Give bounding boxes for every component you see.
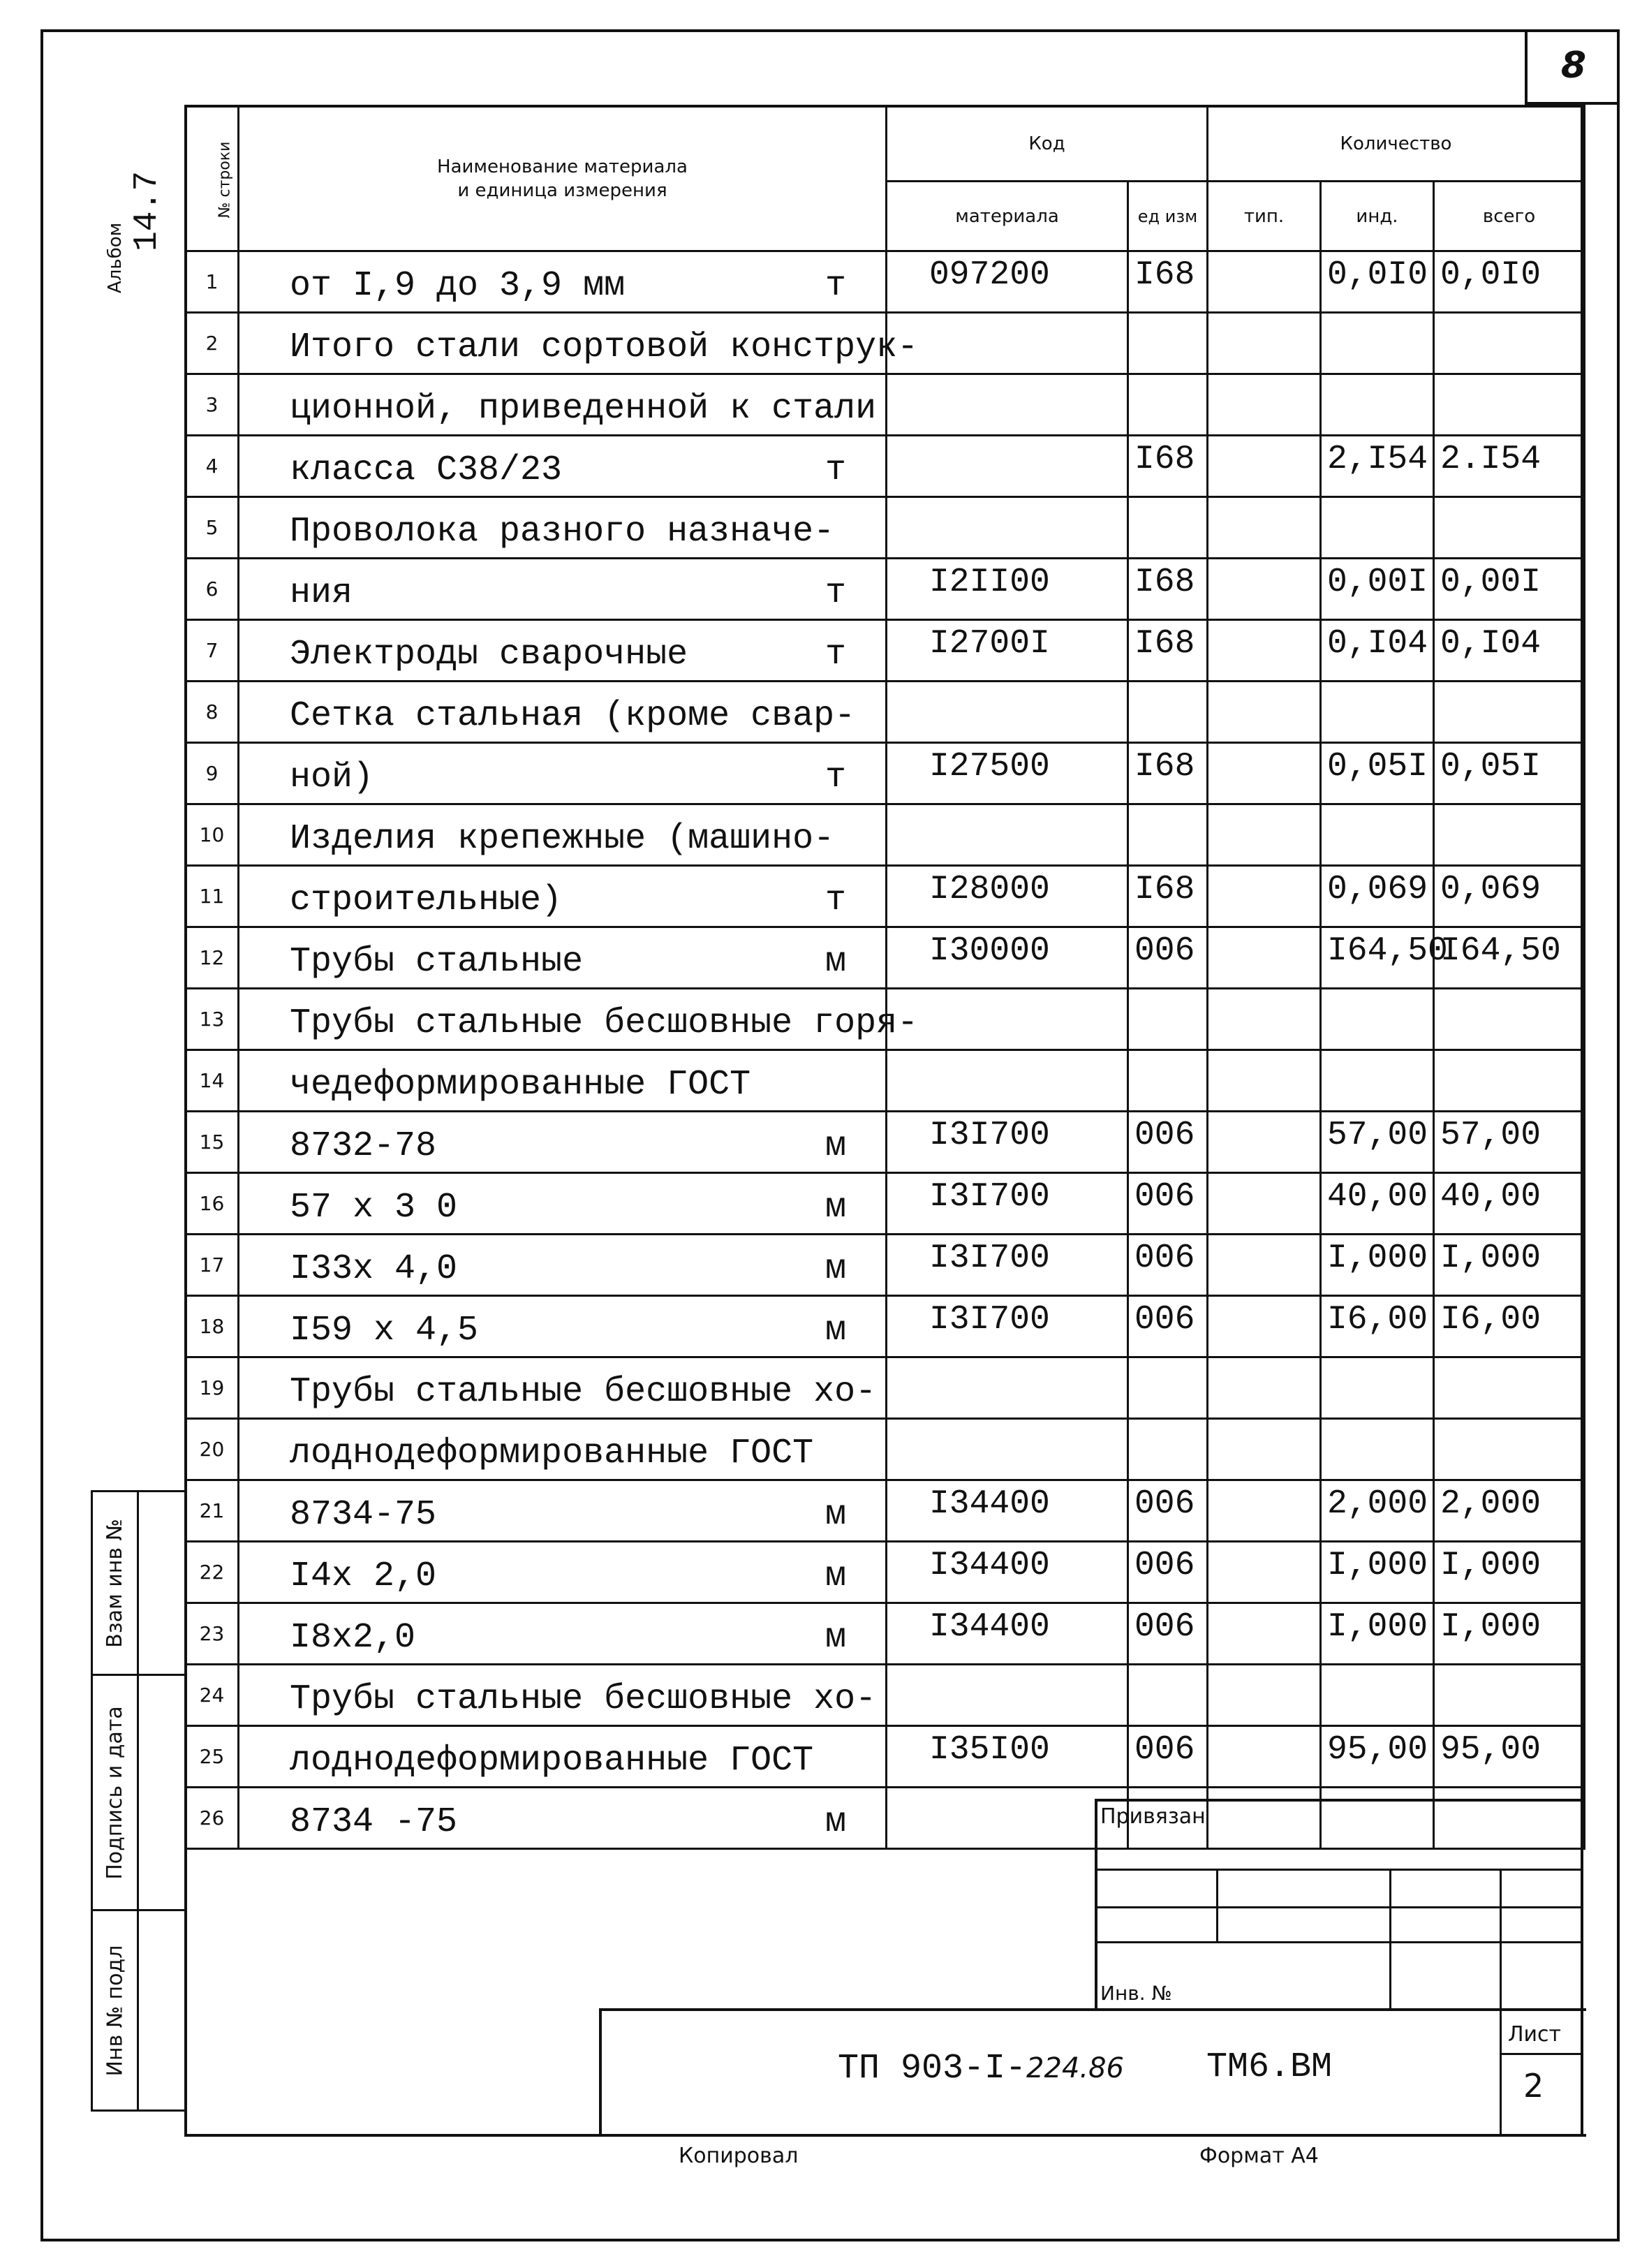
material-name: Трубы стальные bbox=[290, 942, 584, 982]
material-name-cell bbox=[239, 743, 887, 804]
material-unit: м bbox=[824, 1556, 846, 1596]
tb-vline-2 bbox=[1216, 1869, 1218, 1941]
doc-mark: ТМ6.ВМ bbox=[1206, 2047, 1333, 2087]
qty-type bbox=[1208, 804, 1321, 866]
material-name: ционной, приведенной к стали bbox=[290, 389, 877, 429]
material-name-cell bbox=[239, 1603, 887, 1665]
material-code: I3I700 bbox=[887, 1173, 1128, 1235]
privyazan-label: Привязан bbox=[1100, 1804, 1206, 1829]
qty-type bbox=[1208, 1112, 1321, 1173]
tb-hline-2 bbox=[1095, 1869, 1583, 1871]
unit-code bbox=[1128, 804, 1208, 866]
row-number: 8 bbox=[186, 682, 239, 743]
table-row bbox=[186, 1173, 1585, 1235]
qty-ind bbox=[1321, 1357, 1434, 1419]
qty-ind: 2,000 bbox=[1321, 1480, 1434, 1542]
qty-type bbox=[1208, 989, 1321, 1050]
qty-ind: I6,00 bbox=[1321, 1296, 1434, 1357]
material-unit: м bbox=[824, 1311, 846, 1350]
qty-total bbox=[1434, 1419, 1585, 1480]
row-number: 15 bbox=[186, 1112, 239, 1173]
material-name-cell bbox=[239, 1419, 887, 1480]
material-name-cell bbox=[239, 1112, 887, 1173]
material-name: Сетка стальная (кроме свар- bbox=[290, 696, 856, 736]
qty-type bbox=[1208, 313, 1321, 374]
qty-type bbox=[1208, 1542, 1321, 1603]
unit-code: 006 bbox=[1128, 1173, 1208, 1235]
material-name-cell bbox=[239, 1296, 887, 1357]
qty-ind: I,000 bbox=[1321, 1542, 1434, 1603]
material-unit: м bbox=[824, 942, 846, 982]
material-name-cell bbox=[239, 313, 919, 374]
row-number: 18 bbox=[186, 1296, 239, 1357]
material-code bbox=[887, 436, 1128, 497]
unit-code: I68 bbox=[1128, 620, 1208, 682]
sheet-mark: 8 bbox=[1525, 29, 1620, 105]
table-row bbox=[186, 682, 1585, 743]
material-name-cell bbox=[239, 804, 887, 866]
qty-total bbox=[1434, 1357, 1585, 1419]
qty-total bbox=[1434, 989, 1585, 1050]
row-number: 3 bbox=[186, 374, 239, 436]
table-row bbox=[186, 989, 1585, 1050]
table-row bbox=[186, 1603, 1585, 1665]
material-name: 57 x 3 0 bbox=[290, 1188, 458, 1228]
table-row bbox=[186, 804, 1585, 866]
sheet-number: 2 bbox=[1523, 2067, 1544, 2105]
header-code: Код bbox=[887, 106, 1208, 182]
header-name bbox=[239, 106, 887, 251]
material-code bbox=[887, 374, 1128, 436]
material-unit: м bbox=[824, 1249, 846, 1289]
material-name: Трубы стальные бесшовные хо- bbox=[290, 1372, 877, 1412]
header-row-no: № строки bbox=[186, 106, 239, 251]
material-name: лоднодеформированные ГОСТ bbox=[290, 1741, 814, 1781]
table-row bbox=[186, 1357, 1585, 1419]
row-number: 4 bbox=[186, 436, 239, 497]
material-name-cell bbox=[239, 251, 887, 313]
material-name: 8734 -75 bbox=[290, 1802, 458, 1842]
material-code: I34400 bbox=[887, 1603, 1128, 1665]
row-number: 6 bbox=[186, 559, 239, 620]
album-label bbox=[105, 112, 168, 377]
qty-type bbox=[1208, 374, 1321, 436]
material-unit: м bbox=[824, 1126, 846, 1166]
material-code bbox=[887, 1357, 1128, 1419]
row-number: 16 bbox=[186, 1173, 239, 1235]
material-name-cell bbox=[239, 1235, 887, 1296]
material-name: I8x2,0 bbox=[290, 1618, 416, 1658]
material-name-cell bbox=[239, 1726, 887, 1788]
qty-type bbox=[1208, 1296, 1321, 1357]
table-row bbox=[186, 251, 1585, 313]
album-number: 14.7 bbox=[128, 170, 166, 251]
material-code bbox=[887, 1419, 1128, 1480]
row-number: 5 bbox=[186, 497, 239, 559]
qty-ind: 40,00 bbox=[1321, 1173, 1434, 1235]
unit-code bbox=[1128, 989, 1208, 1050]
table-row bbox=[186, 1542, 1585, 1603]
qty-ind: I,000 bbox=[1321, 1603, 1434, 1665]
unit-code: I68 bbox=[1128, 559, 1208, 620]
qty-total: I,000 bbox=[1434, 1235, 1585, 1296]
material-name: ния bbox=[290, 573, 353, 613]
material-name-cell bbox=[239, 1542, 887, 1603]
row-number: 25 bbox=[186, 1726, 239, 1788]
tb-hline-main bbox=[599, 2008, 1586, 2011]
row-number: 21 bbox=[186, 1480, 239, 1542]
material-name-cell bbox=[239, 559, 887, 620]
qty-ind: 0,069 bbox=[1321, 866, 1434, 927]
qty-type bbox=[1208, 1726, 1321, 1788]
qty-ind bbox=[1321, 313, 1434, 374]
qty-type bbox=[1208, 1788, 1321, 1849]
qty-ind: 95,00 bbox=[1321, 1726, 1434, 1788]
material-name: строительные) bbox=[290, 881, 563, 920]
material-code: I34400 bbox=[887, 1542, 1128, 1603]
material-name: Трубы стальные бесшовные хо- bbox=[290, 1679, 877, 1719]
stamp-vzam: Взам инв № bbox=[91, 1490, 187, 1676]
material-name: Изделия крепежные (машино- bbox=[290, 819, 835, 859]
material-code: I34400 bbox=[887, 1480, 1128, 1542]
footer-copied: Копировал bbox=[679, 2144, 799, 2168]
tb-sheet-divider bbox=[1500, 2053, 1583, 2055]
table-row bbox=[186, 927, 1585, 989]
qty-ind: 0,00I bbox=[1321, 559, 1434, 620]
unit-code bbox=[1128, 497, 1208, 559]
material-code: I27500 bbox=[887, 743, 1128, 804]
table-row bbox=[186, 436, 1585, 497]
material-name-cell bbox=[239, 866, 887, 927]
qty-total: I64,50 bbox=[1434, 927, 1585, 989]
header-q-ind: инд. bbox=[1321, 182, 1434, 251]
table-row bbox=[186, 743, 1585, 804]
material-name: ной) bbox=[290, 758, 374, 797]
header-code-unit: ед изм bbox=[1128, 182, 1208, 251]
qty-ind: 0,0I0 bbox=[1321, 251, 1434, 313]
qty-total bbox=[1434, 1665, 1585, 1726]
material-code: I35I00 bbox=[887, 1726, 1128, 1788]
table-row bbox=[186, 559, 1585, 620]
material-unit: м bbox=[824, 1495, 846, 1535]
tb-hline-4 bbox=[1095, 1941, 1583, 1943]
row-number: 9 bbox=[186, 743, 239, 804]
material-name-cell bbox=[239, 927, 887, 989]
qty-type bbox=[1208, 1173, 1321, 1235]
qty-ind: 0,I04 bbox=[1321, 620, 1434, 682]
unit-code: I68 bbox=[1128, 436, 1208, 497]
qty-total: 2.I54 bbox=[1434, 436, 1585, 497]
qty-total: 40,00 bbox=[1434, 1173, 1585, 1235]
stamp-podpis: Подпись и дата bbox=[91, 1674, 187, 1911]
qty-total: I6,00 bbox=[1434, 1296, 1585, 1357]
qty-ind bbox=[1321, 1788, 1434, 1849]
qty-total bbox=[1434, 497, 1585, 559]
inv-no-label: Инв. № bbox=[1100, 1982, 1172, 2005]
unit-code bbox=[1128, 313, 1208, 374]
row-number: 19 bbox=[186, 1357, 239, 1419]
table-row bbox=[186, 1480, 1585, 1542]
material-unit: м bbox=[824, 1802, 846, 1842]
album-word: Альбом bbox=[105, 222, 126, 293]
row-number: 26 bbox=[186, 1788, 239, 1849]
qty-type bbox=[1208, 497, 1321, 559]
qty-type bbox=[1208, 1419, 1321, 1480]
sheet-label: Лист bbox=[1508, 2022, 1562, 2047]
doc-code-main: ТП 903-I- bbox=[838, 2049, 1027, 2089]
unit-code bbox=[1128, 1665, 1208, 1726]
unit-code bbox=[1128, 682, 1208, 743]
qty-ind: 2,I54 bbox=[1321, 436, 1434, 497]
tb-hline-3 bbox=[1095, 1906, 1583, 1908]
material-code bbox=[887, 989, 1128, 1050]
qty-type bbox=[1208, 559, 1321, 620]
qty-total: I,000 bbox=[1434, 1603, 1585, 1665]
material-code bbox=[887, 1665, 1128, 1726]
qty-ind: 0,05I bbox=[1321, 743, 1434, 804]
material-name-cell bbox=[239, 436, 887, 497]
material-code: I28000 bbox=[887, 866, 1128, 927]
material-name: 8732-78 bbox=[290, 1126, 437, 1166]
header-name-line1: Наименование материала bbox=[437, 156, 688, 177]
unit-code: 006 bbox=[1128, 1726, 1208, 1788]
doc-code-hand: 224.86 bbox=[1026, 2052, 1125, 2084]
qty-ind: 57,00 bbox=[1321, 1112, 1434, 1173]
qty-type bbox=[1208, 1357, 1321, 1419]
qty-total: 57,00 bbox=[1434, 1112, 1585, 1173]
row-number: 24 bbox=[186, 1665, 239, 1726]
row-number: 1 bbox=[186, 251, 239, 313]
material-name: Электроды сварочные bbox=[290, 635, 688, 675]
qty-type bbox=[1208, 1665, 1321, 1726]
qty-total: I,000 bbox=[1434, 1542, 1585, 1603]
material-name: класса С38/23 bbox=[290, 450, 563, 490]
qty-type bbox=[1208, 1235, 1321, 1296]
material-name-cell bbox=[239, 682, 887, 743]
table-row bbox=[186, 1788, 1585, 1849]
material-name-cell bbox=[239, 620, 887, 682]
qty-total bbox=[1434, 1788, 1585, 1849]
unit-code: I68 bbox=[1128, 251, 1208, 313]
material-name-cell bbox=[239, 497, 887, 559]
material-code bbox=[887, 804, 1128, 866]
material-name: I4x 2,0 bbox=[290, 1556, 437, 1596]
material-code: I2700I bbox=[887, 620, 1128, 682]
qty-ind bbox=[1321, 1050, 1434, 1112]
material-name-cell bbox=[239, 1788, 887, 1849]
unit-code bbox=[1128, 1357, 1208, 1419]
table-row bbox=[186, 1235, 1585, 1296]
stamp-inv-podl: Инв № подл bbox=[91, 1909, 187, 2112]
qty-ind bbox=[1321, 1665, 1434, 1726]
material-code: 097200 bbox=[887, 251, 1128, 313]
material-unit: т bbox=[824, 266, 846, 306]
unit-code bbox=[1128, 374, 1208, 436]
qty-total: 0,05I bbox=[1434, 743, 1585, 804]
qty-total: 0,I04 bbox=[1434, 620, 1585, 682]
material-unit: т bbox=[824, 881, 846, 920]
material-code bbox=[887, 682, 1128, 743]
material-name: Проволока разного назначе- bbox=[290, 512, 835, 552]
qty-ind bbox=[1321, 989, 1434, 1050]
table-row bbox=[186, 1050, 1585, 1112]
left-stamp bbox=[91, 1490, 187, 2112]
qty-type bbox=[1208, 927, 1321, 989]
material-code: I2II00 bbox=[887, 559, 1128, 620]
material-code bbox=[887, 1788, 1128, 1849]
row-number: 12 bbox=[186, 927, 239, 989]
unit-code: 006 bbox=[1128, 1296, 1208, 1357]
material-unit: т bbox=[824, 758, 846, 797]
row-number: 22 bbox=[186, 1542, 239, 1603]
unit-code: I68 bbox=[1128, 866, 1208, 927]
material-name-cell bbox=[239, 374, 887, 436]
table-row bbox=[186, 313, 1585, 374]
material-code bbox=[887, 1050, 1128, 1112]
qty-ind: I64,50 bbox=[1321, 927, 1434, 989]
row-number: 14 bbox=[186, 1050, 239, 1112]
row-number: 11 bbox=[186, 866, 239, 927]
qty-total: 0,00I bbox=[1434, 559, 1585, 620]
material-code bbox=[887, 313, 1128, 374]
table-row bbox=[186, 1726, 1585, 1788]
tb-vline-3 bbox=[1389, 1869, 1391, 2008]
unit-code: I68 bbox=[1128, 743, 1208, 804]
material-unit: т bbox=[824, 450, 846, 490]
qty-total bbox=[1434, 804, 1585, 866]
unit-code bbox=[1128, 1050, 1208, 1112]
header-q-type: тип. bbox=[1208, 182, 1321, 251]
tb-vline-main bbox=[599, 2008, 602, 2135]
table-row bbox=[186, 374, 1585, 436]
material-unit: т bbox=[824, 635, 846, 675]
row-number: 7 bbox=[186, 620, 239, 682]
unit-code: 006 bbox=[1128, 1112, 1208, 1173]
qty-ind bbox=[1321, 682, 1434, 743]
qty-type bbox=[1208, 1603, 1321, 1665]
material-name: I33x 4,0 bbox=[290, 1249, 458, 1289]
material-code: I3I700 bbox=[887, 1112, 1128, 1173]
tb-vline-left bbox=[1095, 1799, 1097, 2008]
material-unit: т bbox=[824, 573, 846, 613]
table-row bbox=[186, 1419, 1585, 1480]
unit-code bbox=[1128, 1419, 1208, 1480]
material-name-cell bbox=[239, 989, 919, 1050]
material-name-cell bbox=[239, 1173, 887, 1235]
qty-type bbox=[1208, 1050, 1321, 1112]
unit-code: 006 bbox=[1128, 1480, 1208, 1542]
row-number: 17 bbox=[186, 1235, 239, 1296]
qty-ind bbox=[1321, 374, 1434, 436]
material-name-cell bbox=[239, 1665, 887, 1726]
material-code: I30000 bbox=[887, 927, 1128, 989]
table-row bbox=[186, 1296, 1585, 1357]
table-row bbox=[186, 866, 1585, 927]
material-name: лоднодеформированные ГОСТ bbox=[290, 1434, 814, 1473]
unit-code: 006 bbox=[1128, 1235, 1208, 1296]
qty-type bbox=[1208, 620, 1321, 682]
row-number: 10 bbox=[186, 804, 239, 866]
row-number: 2 bbox=[186, 313, 239, 374]
qty-type bbox=[1208, 743, 1321, 804]
material-name: от I,9 до 3,9 мм bbox=[290, 266, 626, 306]
tb-vline-4 bbox=[1500, 1869, 1502, 2134]
header-q-total: всего bbox=[1434, 182, 1585, 251]
row-number: 20 bbox=[186, 1419, 239, 1480]
material-unit: м bbox=[824, 1618, 846, 1658]
materials-table bbox=[184, 105, 1585, 1850]
qty-total bbox=[1434, 1050, 1585, 1112]
row-number: 13 bbox=[186, 989, 239, 1050]
unit-code: 006 bbox=[1128, 927, 1208, 989]
doc-code bbox=[838, 2049, 1124, 2089]
qty-ind: I,000 bbox=[1321, 1235, 1434, 1296]
bottom-frame-line bbox=[184, 2134, 1586, 2137]
qty-ind bbox=[1321, 1419, 1434, 1480]
material-code: I3I700 bbox=[887, 1235, 1128, 1296]
qty-ind bbox=[1321, 804, 1434, 866]
material-name-cell bbox=[239, 1357, 887, 1419]
qty-total bbox=[1434, 682, 1585, 743]
unit-code: 006 bbox=[1128, 1542, 1208, 1603]
material-name: 8734-75 bbox=[290, 1495, 437, 1535]
material-name-cell bbox=[239, 1480, 887, 1542]
header-code-material: материала bbox=[887, 182, 1128, 251]
table-row bbox=[186, 497, 1585, 559]
material-code: I3I700 bbox=[887, 1296, 1128, 1357]
header-quantity: Количество bbox=[1208, 106, 1585, 182]
table-row bbox=[186, 1112, 1585, 1173]
material-name: I59 x 4,5 bbox=[290, 1311, 479, 1350]
qty-ind bbox=[1321, 497, 1434, 559]
qty-type bbox=[1208, 251, 1321, 313]
qty-total: 0,069 bbox=[1434, 866, 1585, 927]
qty-type bbox=[1208, 436, 1321, 497]
footer-format: Формат А4 bbox=[1199, 2144, 1319, 2168]
tb-hline-top bbox=[1095, 1799, 1583, 1802]
qty-type bbox=[1208, 1480, 1321, 1542]
table-row bbox=[186, 620, 1585, 682]
qty-total: 2,000 bbox=[1434, 1480, 1585, 1542]
row-number: 23 bbox=[186, 1603, 239, 1665]
material-name: чедеформированные ГОСТ bbox=[290, 1065, 751, 1105]
qty-type bbox=[1208, 866, 1321, 927]
qty-total bbox=[1434, 374, 1585, 436]
unit-code: 006 bbox=[1128, 1603, 1208, 1665]
material-name-cell bbox=[239, 1050, 887, 1112]
material-name: Трубы стальные бесшовные горя- bbox=[290, 1003, 919, 1043]
header-name-line2: и единица измерения bbox=[457, 179, 667, 201]
material-code bbox=[887, 497, 1128, 559]
material-unit: м bbox=[824, 1188, 846, 1228]
qty-total: 0,0I0 bbox=[1434, 251, 1585, 313]
qty-type bbox=[1208, 682, 1321, 743]
qty-total bbox=[1434, 313, 1585, 374]
material-name: Итого стали сортовой конструк- bbox=[290, 327, 919, 367]
table-row bbox=[186, 1665, 1585, 1726]
qty-total: 95,00 bbox=[1434, 1726, 1585, 1788]
